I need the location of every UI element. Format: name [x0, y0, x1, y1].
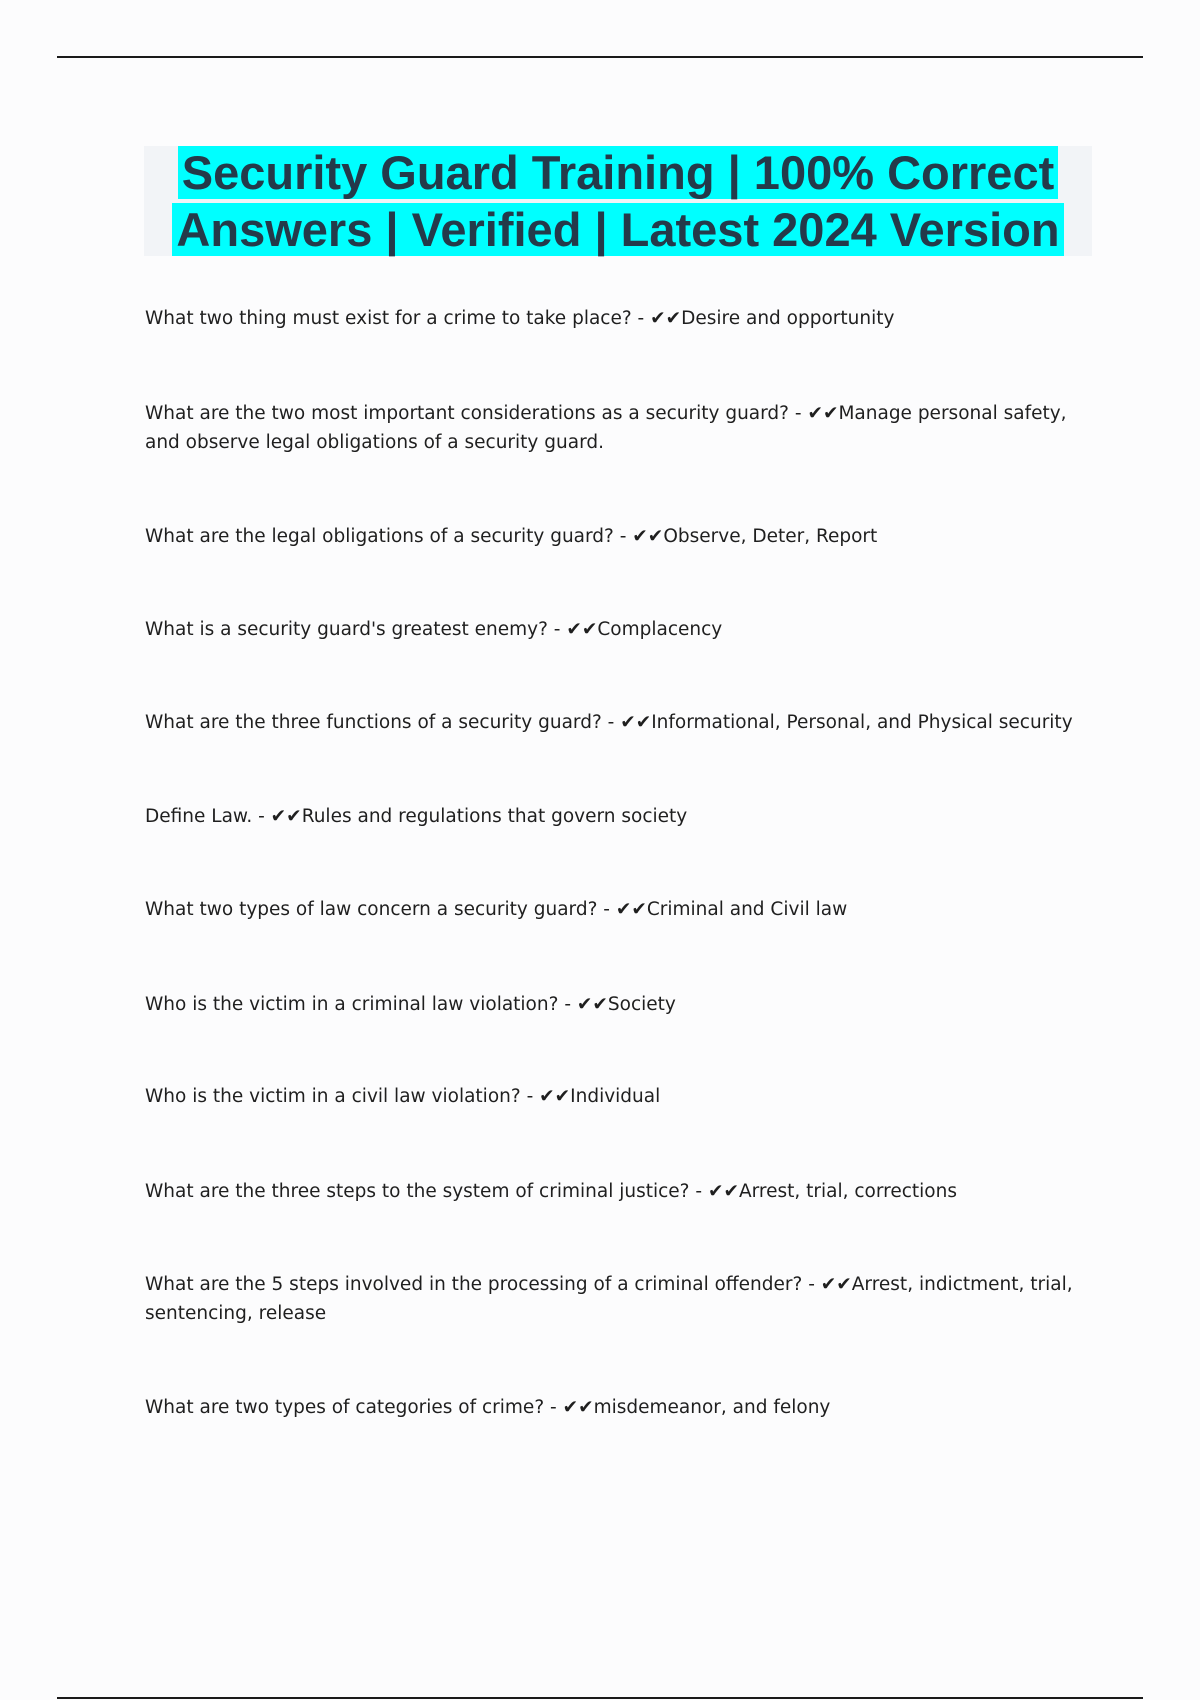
check-icon: ✔✔	[807, 403, 839, 424]
question: What are the two most important considerations as a security guard?	[145, 403, 789, 424]
answer: Manage personal safety, and observe legal obligations of a security guard.	[145, 403, 1067, 453]
question: What are the 5 steps involved in the processing of a criminal offender?	[145, 1274, 803, 1295]
check-icon: ✔✔	[820, 1274, 852, 1295]
answer: Arrest, trial, corrections	[738, 1181, 957, 1202]
document-title: Security Guard Training | 100% Correct Answers | Verified | Latest 2024 Version	[172, 146, 1063, 256]
title-block	[144, 146, 1092, 256]
qa-item-1: What two thing must exist for a crime to take place? - ✔✔Desire and opportunity	[145, 308, 895, 329]
check-icon: ✔✔	[632, 526, 664, 547]
qa-item-10: What are the three steps to the system of criminal justice? - ✔✔Arrest, trial, corrections	[145, 1181, 957, 1202]
answer: Criminal and Civil law	[646, 899, 848, 920]
qa-item-5: What are the three functions of a security guard? - ✔✔Informational, Personal, and Physical security	[145, 712, 1073, 733]
qa-item-6: Define Law. - ✔✔Rules and regulations that govern society	[145, 806, 688, 827]
question: What are the legal obligations of a security guard?	[145, 526, 614, 547]
check-icon: ✔✔	[615, 899, 647, 920]
question: Who is the victim in a criminal law violation?	[145, 994, 559, 1015]
top-rule	[57, 56, 1143, 58]
qa-item-9: Who is the victim in a civil law violation? - ✔✔Individual	[145, 1086, 661, 1107]
answer: Complacency	[597, 619, 723, 640]
check-icon: ✔✔	[566, 619, 598, 640]
check-icon: ✔✔	[576, 994, 608, 1015]
question: What two types of law concern a security guard?	[145, 899, 598, 920]
check-icon: ✔✔	[620, 712, 652, 733]
check-icon: ✔✔	[650, 308, 682, 329]
qa-item-7: What two types of law concern a security guard? - ✔✔Criminal and Civil law	[145, 899, 848, 920]
check-icon: ✔✔	[270, 806, 302, 827]
bottom-rule	[57, 1697, 1143, 1699]
question: What are two types of categories of crime?	[145, 1397, 545, 1418]
answer: Society	[607, 994, 676, 1015]
answer: Desire and opportunity	[681, 308, 895, 329]
qa-item-11: What are the 5 steps involved in the processing of a criminal offender? - ✔✔Arrest, indictment, trial, sentencing, release	[145, 1274, 1073, 1324]
answer: Arrest, indictment, trial, sentencing, release	[145, 1274, 1073, 1324]
question: Who is the victim in a civil law violation?	[145, 1086, 521, 1107]
question: What is a security guard's greatest enemy?	[145, 619, 548, 640]
answer: Observe, Deter, Report	[663, 526, 878, 547]
answer: Informational, Personal, and Physical security	[651, 712, 1073, 733]
qa-item-8: Who is the victim in a criminal law violation? - ✔✔Society	[145, 994, 676, 1015]
check-icon: ✔✔	[562, 1397, 594, 1418]
answer: misdemeanor, and felony	[593, 1397, 831, 1418]
qa-item-12: What are two types of categories of crime? - ✔✔misdemeanor, and felony	[145, 1397, 831, 1418]
check-icon: ✔✔	[707, 1181, 739, 1202]
qa-item-2: What are the two most important considerations as a security guard? - ✔✔Manage personal safety, and observe legal obligations of a security guard.	[145, 403, 1067, 453]
question: What are the three steps to the system of criminal justice?	[145, 1181, 690, 1202]
answer: Individual	[570, 1086, 661, 1107]
question: Define Law.	[145, 806, 253, 827]
check-icon: ✔✔	[539, 1086, 571, 1107]
answer: Rules and regulations that govern society	[301, 806, 688, 827]
question: What are the three functions of a security guard?	[145, 712, 602, 733]
question: What two thing must exist for a crime to take place?	[145, 308, 632, 329]
qa-item-3: What are the legal obligations of a security guard? - ✔✔Observe, Deter, Report	[145, 526, 878, 547]
qa-item-4: What is a security guard's greatest enemy? - ✔✔Complacency	[145, 619, 723, 640]
